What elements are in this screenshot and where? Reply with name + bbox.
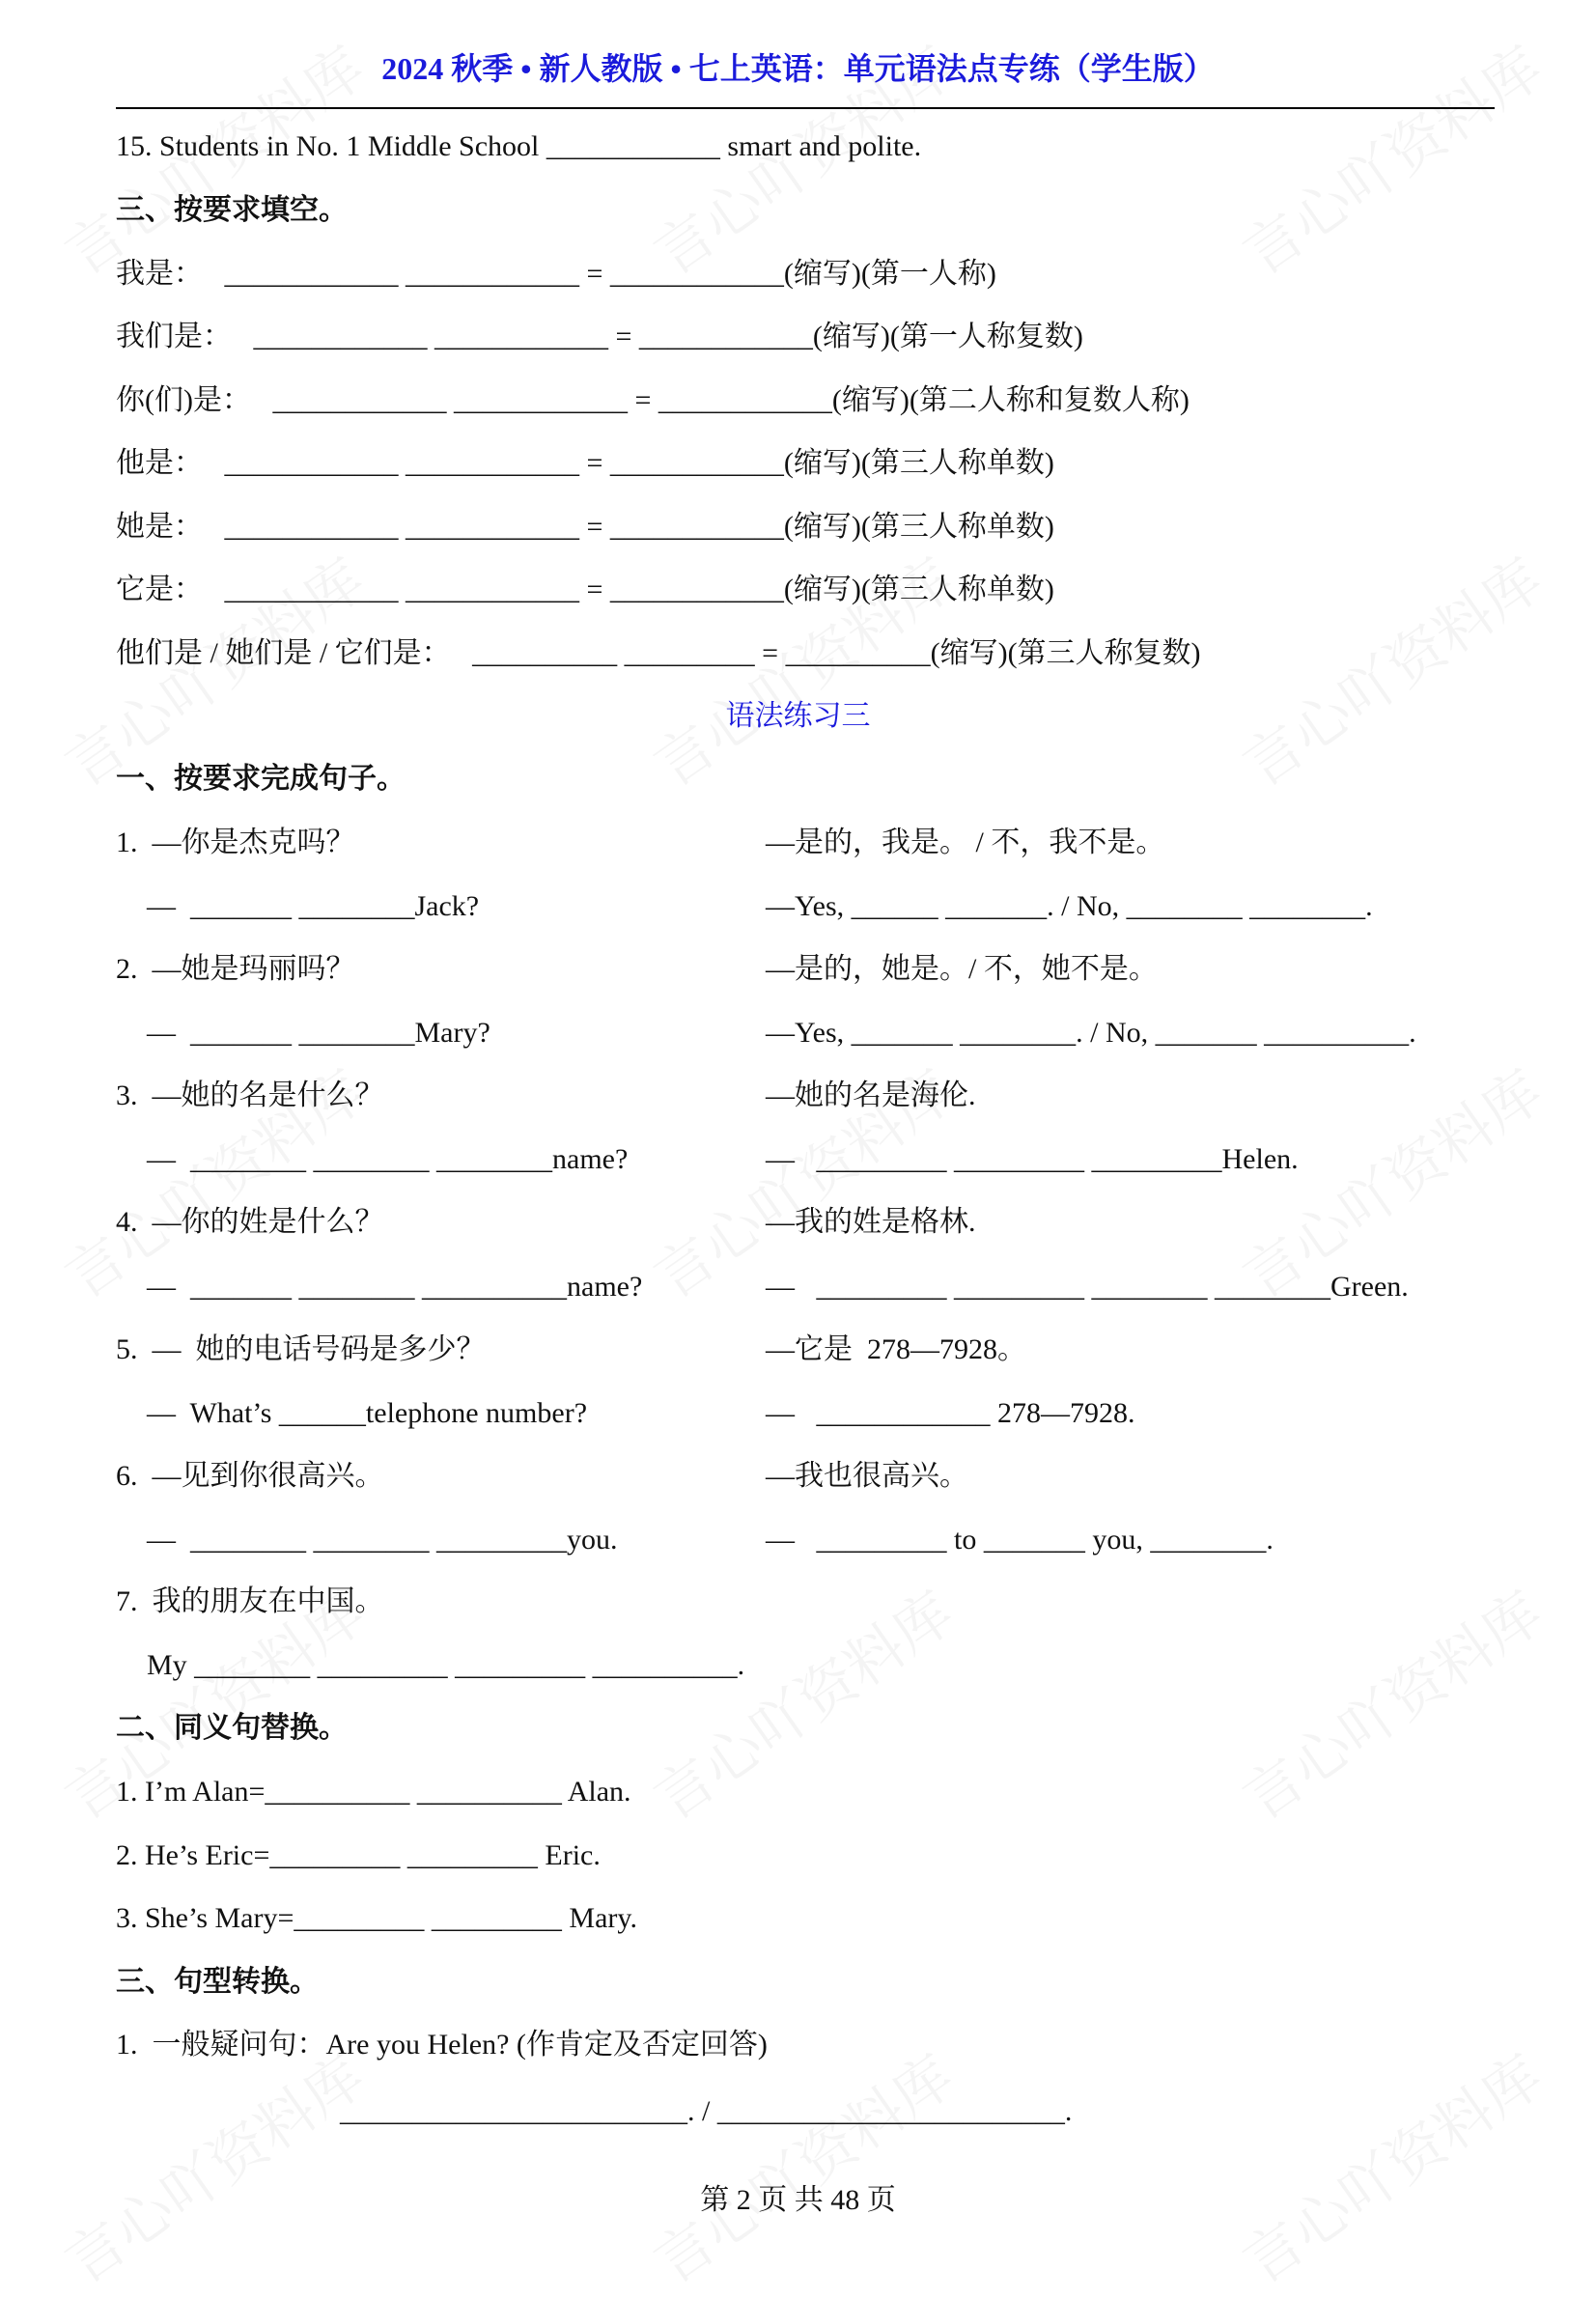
page-number: 第 2 页 共 48 页 — [700, 2184, 896, 2216]
question-cn: 3. —她的名是什么？ — [116, 1079, 384, 1111]
watermark — [1224, 2033, 1556, 2299]
answer-cn: —是的，她是。/ 不，她不是。 — [766, 953, 1158, 985]
transform-item: 1. 一般疑问句：Are you Helen? (作肯定及否定回答) — [116, 2029, 768, 2061]
question-en: My ________ _________ _________ __________. — [147, 1649, 745, 1681]
answer-en: —Yes, ______ _______. / No, ________ ________. — [766, 890, 1373, 922]
section-title-synonyms: 二、同义句替换。 — [116, 1712, 348, 1744]
fill-row: 他们是 / 她们是 / 它们是： __________ _________ = __________(缩写)(第三人称复数) — [116, 637, 1201, 669]
question-15: 15. Students in No. 1 Middle School ____________ smart and polite. — [116, 130, 922, 162]
question-en: — What’s ______telephone number? — [147, 1397, 588, 1429]
question-cn: 6. —见到你很高兴。 — [116, 1460, 384, 1492]
watermark — [1224, 536, 1556, 803]
watermark — [1224, 1569, 1556, 1836]
question-cn: 4. —你的姓是什么？ — [116, 1206, 384, 1238]
watermark — [635, 1569, 967, 1836]
watermark — [46, 2033, 378, 2299]
fill-row: 他是： ____________ ____________ = ____________(缩写)(第三人称单数) — [116, 447, 1054, 479]
synonym-item: 2. He’s Eric=_________ _________ Eric. — [116, 1839, 601, 1871]
section-title-fill-blanks: 三、按要求填空。 — [116, 194, 348, 226]
question-cn: 5. — 她的电话号码是多少？ — [116, 1333, 486, 1365]
synonym-item: 1. I’m Alan=__________ __________ Alan. — [116, 1776, 631, 1808]
answer-line: ________________________. / ________________________. — [340, 2095, 1073, 2127]
answer-en: — _________ _________ ________ ________Green. — [766, 1271, 1409, 1303]
question-en: — _______ ________Mary? — [147, 1017, 490, 1049]
question-cn: 2. —她是玛丽吗？ — [116, 953, 355, 985]
answer-cn: —我的姓是格林. — [766, 1206, 976, 1238]
answer-en: —Yes, _______ ________. / No, _______ __________. — [766, 1017, 1416, 1049]
header-divider — [116, 107, 1495, 109]
answer-cn: —是的，我是。 / 不，我不是。 — [766, 827, 1165, 858]
section-title-transform: 三、句型转换。 — [116, 1966, 319, 1998]
answer-cn: —她的名是海伦. — [766, 1079, 976, 1111]
answer-en: — ____________ 278—7928. — [766, 1397, 1135, 1429]
answer-en: — _________ _________ _________Helen. — [766, 1143, 1299, 1175]
fill-row: 我是： ____________ ____________ = ____________(缩写)(第一人称) — [116, 258, 996, 290]
answer-cn: —我也很高兴。 — [766, 1460, 968, 1492]
watermark — [635, 2033, 967, 2299]
question-en: — _______ ________Jack? — [147, 890, 480, 922]
question-en: — ________ ________ _________you. — [147, 1524, 618, 1556]
page-header-title: 2024 秋季 • 新人教版 • 七上英语：单元语法点专练（学生版） — [381, 51, 1215, 86]
answer-en: — _________ to _______ you, ________. — [766, 1524, 1274, 1556]
practice-title: 语法练习三 — [725, 700, 871, 732]
question-cn: 7. 我的朋友在中国。 — [116, 1585, 384, 1617]
answer-cn: —它是 278—7928。 — [766, 1333, 1026, 1365]
question-en: — ________ ________ ________name? — [147, 1143, 629, 1175]
fill-row: 你(们)是： ____________ ____________ = ____________(缩写)(第二人称和复数人称) — [116, 384, 1190, 416]
section-title-complete-sentences: 一、按要求完成句子。 — [116, 763, 406, 795]
synonym-item: 3. She’s Mary=_________ _________ Mary. — [116, 1902, 637, 1934]
fill-row: 我们是： ____________ ____________ = ____________(缩写)(第一人称复数) — [116, 321, 1083, 352]
question-cn: 1. —你是杰克吗？ — [116, 827, 355, 858]
fill-row: 它是： ____________ ____________ = ____________(缩写)(第三人称单数) — [116, 574, 1054, 605]
question-en: — _______ ________ __________name? — [147, 1271, 643, 1303]
fill-row: 她是： ____________ ____________ = ____________(缩写)(第三人称单数) — [116, 511, 1054, 543]
